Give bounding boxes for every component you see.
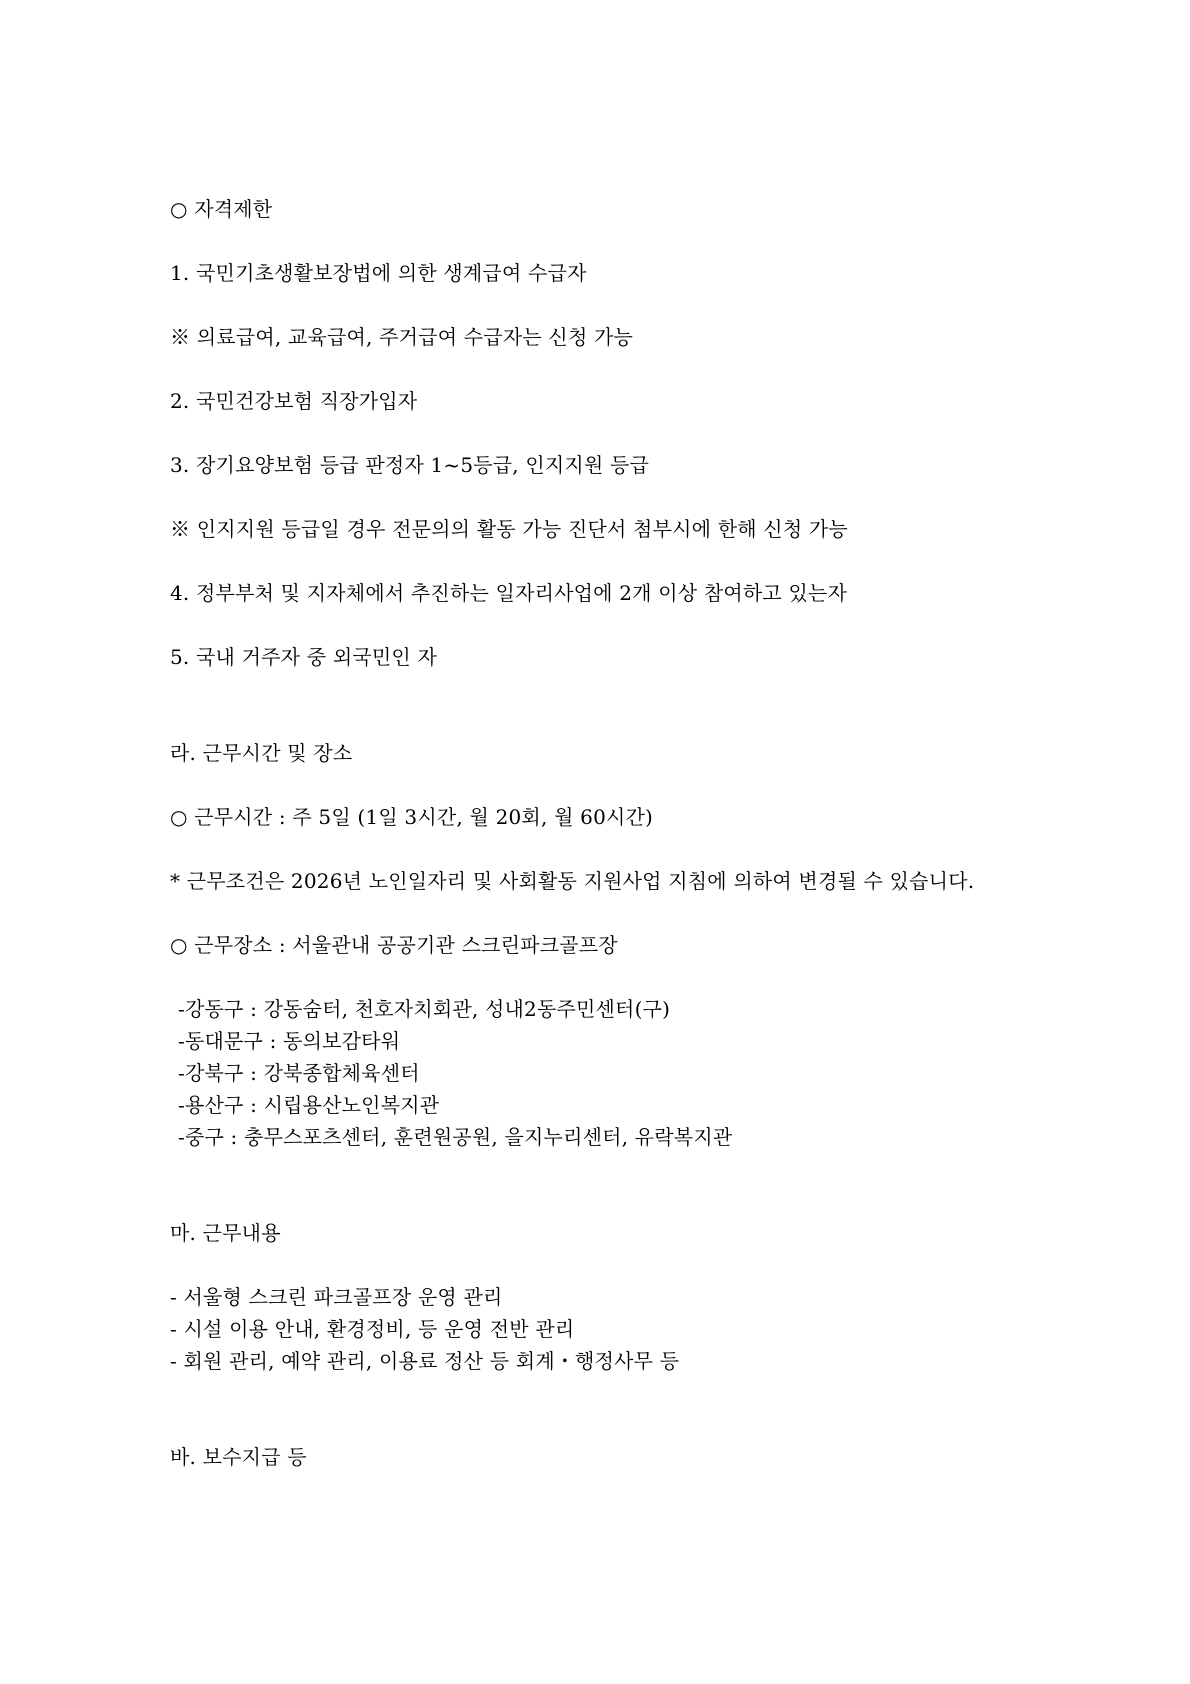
section-heading-ba: 바. 보수지급 등 [170, 1445, 307, 1469]
qualification-heading: ○ 자격제한 [170, 197, 273, 221]
qualification-item-1: 1. 국민기초생활보장법에 의한 생계급여 수급자 [170, 261, 587, 285]
work-conditions-note: * 근무조건은 2026년 노인일자리 및 사회활동 지원사업 지침에 의하여 변경될 수 있습니다. [170, 869, 975, 893]
qualification-item-3: 3. 장기요양보험 등급 판정자 1~5등급, 인지지원 등급 [170, 453, 650, 477]
qualification-note-3: ※ 인지지원 등급일 경우 전문의의 활동 가능 진단서 첨부시에 한해 신청 가능 [170, 517, 848, 541]
duty-item: - 시설 이용 안내, 환경정비, 등 운영 전반 관리 [170, 1317, 575, 1341]
place-item: -강동구 : 강동숨터, 천호자치회관, 성내2동주민센터(구) [178, 997, 671, 1021]
work-place: ○ 근무장소 : 서울관내 공공기관 스크린파크골프장 [170, 933, 618, 957]
duty-item: - 서울형 스크린 파크골프장 운영 관리 [170, 1285, 503, 1309]
section-heading-ra: 라. 근무시간 및 장소 [170, 741, 353, 765]
qualification-item-2: 2. 국민건강보험 직장가입자 [170, 389, 418, 413]
place-item: -용산구 : 시립용산노인복지관 [178, 1093, 440, 1117]
work-hours: ○ 근무시간 : 주 5일 (1일 3시간, 월 20회, 월 60시간) [170, 805, 654, 829]
place-item: -동대문구 : 동의보감타워 [178, 1029, 401, 1053]
qualification-item-4: 4. 정부부처 및 지자체에서 추진하는 일자리사업에 2개 이상 참여하고 있는자 [170, 581, 848, 605]
qualification-note-1: ※ 의료급여, 교육급여, 주거급여 수급자는 신청 가능 [170, 325, 634, 349]
qualification-item-5: 5. 국내 거주자 중 외국민인 자 [170, 645, 437, 669]
duty-item: - 회원 관리, 예약 관리, 이용료 정산 등 회계・행정사무 등 [170, 1349, 680, 1373]
place-item: -강북구 : 강북종합체육센터 [178, 1061, 420, 1085]
section-heading-ma: 마. 근무내용 [170, 1221, 281, 1245]
place-item: -중구 : 충무스포츠센터, 훈련원공원, 을지누리센터, 유락복지관 [178, 1125, 733, 1149]
